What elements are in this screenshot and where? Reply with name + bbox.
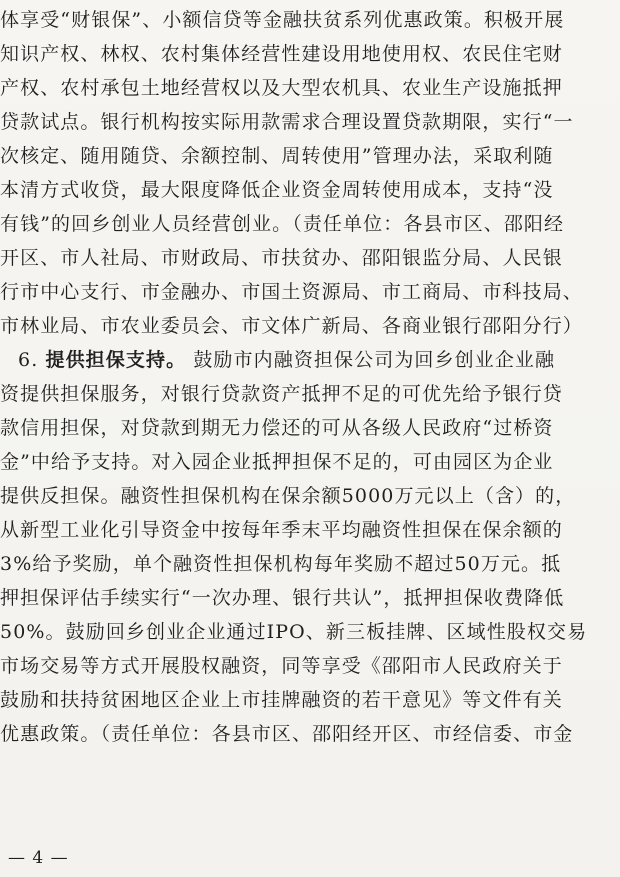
paragraph-line: 行市中心支行、市金融办、市国土资源局、市工商局、市科技局、 [0, 281, 583, 303]
section-line: 从新型工业化引导资金中按每年季末平均融资性担保在保余额的 [0, 519, 563, 541]
section-line: 金”中给予支持。对入园企业抵押担保不足的，可由园区为企业 [0, 451, 554, 473]
section-line: 资提供担保服务，对银行贷款资产抵押不足的可优先给予银行贷 [0, 383, 563, 405]
section-first-line-text: 鼓励市内融资担保公司为回乡创业企业融 [193, 349, 556, 371]
paragraph-line: 体享受“财银保”、小额信贷等金融扶贫系列优惠政策。积极开展 [0, 9, 565, 31]
section-line: 3%给予奖励，单个融资性担保机构每年奖励不超过50万元。抵 [0, 553, 562, 575]
page-number: — 4 — [8, 848, 69, 868]
paragraph-line: 次核定、随用随贷、余额控制、周转使用”管理办法，采取利随 [0, 145, 554, 167]
section-line: 鼓励和扶持贫困地区企业上市挂牌融资的若干意见》等文件有关 [0, 689, 563, 711]
section-line: 提供反担保。融资性担保机构在保余额5000万元以上（含）的， [0, 485, 576, 507]
paragraph-line: 市林业局、市农业委员会、市文体广新局、各商业银行邵阳分行） [0, 315, 583, 337]
section-line: 50%。鼓励回乡创业企业通过IPO、新三板挂牌、区域性股权交易 [0, 621, 588, 643]
paragraph-line: 贷款试点。银行机构按实际用款需求合理设置贷款期限，实行“一 [0, 111, 574, 133]
section-heading: 提供担保支持。 [45, 349, 187, 371]
paragraph-line: 知识产权、林权、农村集体经营性建设用地使用权、农民住宅财 [0, 43, 563, 65]
paragraph-line: 产权、农村承包土地经营权以及大型农机具、农业生产设施抵押 [0, 77, 563, 99]
section-line: 押担保评估手续实行“一次办理、银行共认”，抵押担保收费降低 [0, 587, 565, 609]
section-number: 6. [18, 349, 39, 371]
section-line: 市场交易等方式开展股权融资，同等享受《邵阳市人民政府关于 [0, 655, 563, 677]
paragraph-line: 有钱”的回乡创业人员经营创业。（责任单位：各县市区、邵阳经 [0, 213, 565, 235]
section-6-heading-line [18, 346, 620, 374]
paragraph-line: 开区、市人社局、市财政局、市扶贫办、邵阳银监分局、人民银 [0, 247, 563, 269]
paragraph-line: 本清方式收贷，最大限度降低企业资金周转使用成本，支持“没 [0, 179, 554, 201]
section-line: 优惠政策。（责任单位：各县市区、邵阳经开区、市经信委、市金 [0, 723, 574, 745]
section-line: 款信用担保，对贷款到期无力偿还的可从各级人民政府“过桥资 [0, 417, 554, 439]
